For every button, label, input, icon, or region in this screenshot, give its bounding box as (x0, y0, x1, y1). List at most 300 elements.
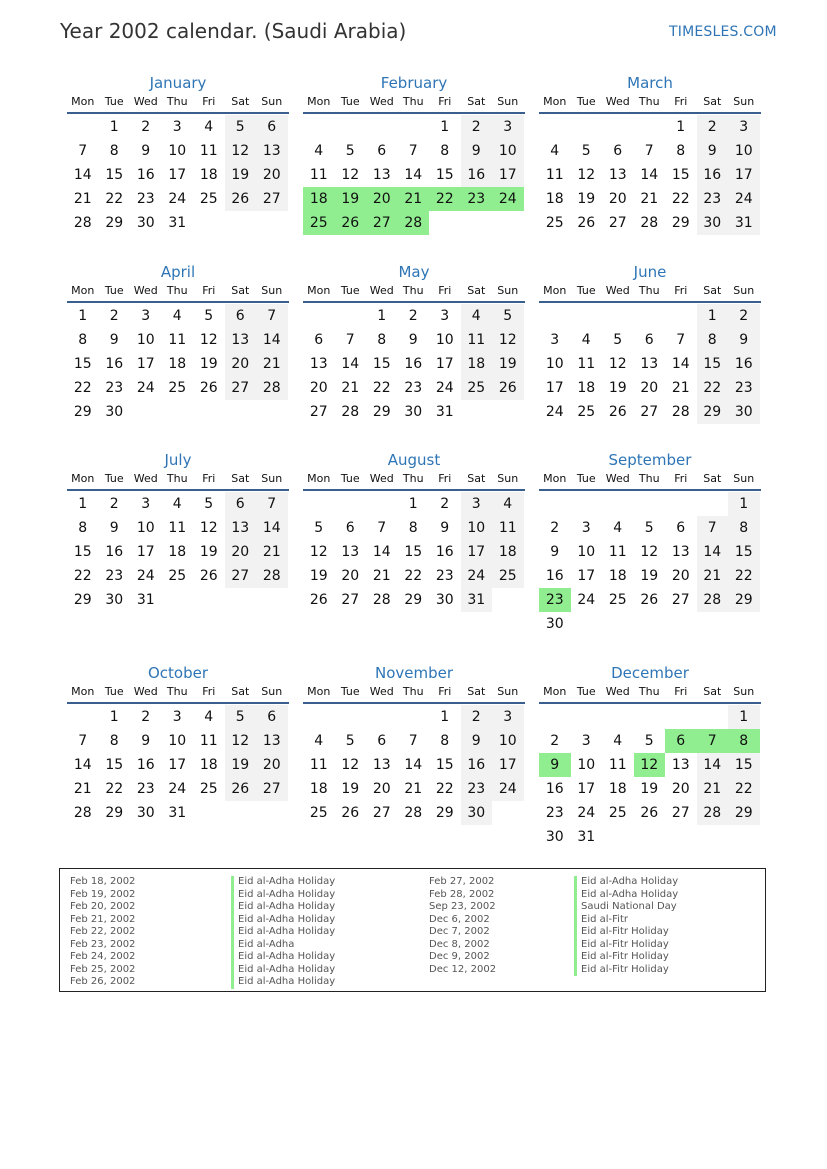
day-cell: 25 (492, 564, 524, 588)
header-divider (67, 489, 289, 491)
day-cell: 3 (492, 115, 524, 139)
day-cell: 4 (550, 143, 560, 159)
day-grid (539, 492, 761, 636)
legend-holiday-name: Eid al-Adha Holiday (231, 901, 335, 914)
day-cell: 24 (577, 592, 596, 608)
day-cell: 7 (408, 143, 418, 159)
day-cell: 16 (697, 163, 729, 187)
day-cell: 29 (728, 588, 760, 612)
holiday-day-cell: 9 (539, 753, 571, 777)
day-cell: 19 (577, 191, 596, 207)
empty-cell (398, 115, 430, 139)
empty-cell (193, 588, 225, 612)
day-cell: 2 (550, 520, 560, 536)
day-cell: 1 (728, 705, 760, 729)
day-cell: 18 (608, 781, 627, 797)
day-cell: 10 (168, 143, 187, 159)
empty-cell (162, 400, 194, 424)
empty-cell (571, 304, 603, 328)
weekday-label: Tue (340, 472, 360, 485)
header-divider (303, 301, 525, 303)
day-cell: 21 (372, 568, 391, 584)
day-cell: 7 (78, 143, 88, 159)
day-cell: 1 (377, 308, 387, 324)
day-cell: 8 (109, 733, 119, 749)
day-cell: 2 (461, 705, 493, 729)
day-cell: 14 (640, 167, 659, 183)
day-cell: 15 (105, 757, 124, 773)
day-cell: 19 (309, 568, 328, 584)
day-cell: 14 (697, 753, 729, 777)
header-divider (539, 112, 761, 114)
legend-date: Feb 19, 2002 (70, 888, 136, 900)
day-cell: 21 (697, 777, 729, 801)
day-cell: 11 (309, 167, 328, 183)
day-cell: 30 (136, 805, 155, 821)
day-cell: 5 (581, 143, 591, 159)
day-cell: 16 (105, 544, 124, 560)
legend-date: Dec 12, 2002 (429, 963, 497, 975)
weekday-header (539, 685, 761, 699)
day-cell: 26 (577, 215, 596, 231)
day-cell: 21 (640, 191, 659, 207)
empty-cell (539, 304, 571, 328)
day-cell: 17 (136, 544, 155, 560)
month-july (67, 449, 289, 612)
weekday-label: Sun (497, 284, 519, 297)
day-cell: 19 (225, 753, 257, 777)
day-cell: 10 (492, 729, 524, 753)
empty-cell (256, 588, 288, 612)
month-name: December (611, 664, 689, 682)
day-cell: 23 (136, 781, 155, 797)
day-cell: 30 (404, 404, 423, 420)
empty-cell (225, 400, 257, 424)
day-cell: 11 (199, 733, 218, 749)
day-cell: 6 (256, 115, 288, 139)
day-cell: 3 (172, 119, 182, 135)
day-cell: 23 (435, 568, 454, 584)
day-cell: 30 (697, 211, 729, 235)
month-name: June (633, 263, 667, 281)
day-cell: 21 (341, 380, 360, 396)
day-cell: 25 (199, 191, 218, 207)
weekday-label: Tue (576, 472, 596, 485)
weekday-label: Fri (202, 284, 216, 297)
day-cell: 17 (545, 380, 564, 396)
weekday-label: Tue (340, 95, 360, 108)
day-cell: 4 (461, 304, 493, 328)
day-cell: 13 (225, 516, 257, 540)
day-cell: 25 (309, 805, 328, 821)
day-cell: 11 (199, 143, 218, 159)
day-cell: 17 (728, 163, 760, 187)
day-cell: 20 (341, 568, 360, 584)
day-cell: 19 (640, 568, 659, 584)
day-cell: 21 (404, 781, 423, 797)
empty-cell (366, 705, 398, 729)
weekday-label: Sat (703, 95, 722, 108)
weekday-label: Wed (133, 284, 158, 297)
day-cell: 27 (341, 592, 360, 608)
day-cell: 14 (671, 356, 690, 372)
day-cell: 25 (545, 215, 564, 231)
empty-cell (366, 115, 398, 139)
day-cell: 28 (640, 215, 659, 231)
day-cell: 29 (105, 215, 124, 231)
day-cell: 1 (728, 492, 760, 516)
day-cell: 25 (199, 781, 218, 797)
weekday-label: Wed (133, 95, 158, 108)
brand-link[interactable]: TIMESLES.COM (669, 24, 777, 40)
holiday-day-cell: 7 (697, 729, 729, 753)
day-cell: 28 (256, 376, 288, 400)
empty-cell (335, 115, 367, 139)
day-cell: 28 (73, 805, 92, 821)
day-cell: 3 (581, 520, 591, 536)
weekday-header (539, 95, 761, 109)
empty-cell (256, 801, 288, 825)
weekday-label: Sat (231, 685, 250, 698)
day-cell: 17 (492, 753, 524, 777)
day-cell: 22 (73, 380, 92, 396)
empty-cell (697, 492, 729, 516)
weekday-header (303, 284, 525, 298)
day-cell: 4 (204, 119, 214, 135)
day-cell: 8 (676, 143, 686, 159)
header-divider (539, 489, 761, 491)
day-cell: 12 (640, 544, 659, 560)
weekday-label: Tue (576, 284, 596, 297)
legend-date: Feb 25, 2002 (70, 963, 136, 975)
empty-cell (665, 705, 697, 729)
day-cell: 26 (640, 592, 659, 608)
day-cell: 26 (341, 805, 360, 821)
day-cell: 1 (408, 496, 418, 512)
weekday-label: Fri (438, 95, 452, 108)
day-cell: 1 (676, 119, 686, 135)
weekday-label: Sat (231, 284, 250, 297)
weekday-label: Mon (307, 685, 331, 698)
empty-cell (461, 400, 493, 424)
day-cell: 9 (408, 332, 418, 348)
month-june (539, 261, 761, 424)
empty-cell (492, 211, 524, 235)
day-cell: 2 (697, 115, 729, 139)
day-cell: 12 (309, 544, 328, 560)
weekday-header (67, 472, 289, 486)
empty-cell (697, 705, 729, 729)
day-cell: 7 (644, 143, 654, 159)
day-cell: 22 (728, 564, 760, 588)
empty-cell (162, 588, 194, 612)
header-divider (539, 702, 761, 704)
day-cell: 5 (204, 308, 214, 324)
day-cell: 10 (435, 332, 454, 348)
weekday-header (67, 685, 289, 699)
day-cell: 13 (671, 757, 690, 773)
day-cell: 20 (640, 380, 659, 396)
day-cell: 21 (256, 540, 288, 564)
day-cell: 7 (676, 332, 686, 348)
day-cell: 10 (728, 139, 760, 163)
weekday-label: Wed (605, 685, 630, 698)
day-cell: 22 (372, 380, 391, 396)
empty-cell (335, 492, 367, 516)
empty-cell (303, 304, 335, 328)
day-cell: 13 (225, 328, 257, 352)
weekday-label: Mon (543, 472, 567, 485)
day-cell: 30 (545, 616, 564, 632)
day-cell: 25 (168, 380, 187, 396)
day-cell: 5 (644, 733, 654, 749)
empty-cell (225, 211, 257, 235)
day-cell: 13 (671, 544, 690, 560)
empty-cell (665, 304, 697, 328)
day-cell: 6 (377, 143, 387, 159)
month-november (303, 662, 525, 825)
day-grid (67, 304, 289, 424)
day-cell: 11 (461, 328, 493, 352)
day-cell: 1 (109, 119, 119, 135)
day-cell: 14 (404, 167, 423, 183)
day-grid (303, 304, 525, 424)
empty-cell (571, 612, 603, 636)
day-cell: 16 (105, 356, 124, 372)
weekday-label: Sun (261, 685, 283, 698)
empty-cell (429, 211, 461, 235)
day-cell: 3 (492, 705, 524, 729)
day-cell: 15 (728, 540, 760, 564)
weekday-label: Thu (638, 284, 660, 297)
weekday-label: Tue (576, 95, 596, 108)
day-cell: 22 (404, 568, 423, 584)
weekday-label: Fri (674, 95, 688, 108)
header-divider (303, 489, 525, 491)
weekday-label: Mon (543, 685, 567, 698)
empty-cell (602, 304, 634, 328)
day-cell: 9 (697, 139, 729, 163)
day-cell: 30 (136, 215, 155, 231)
day-grid (539, 115, 761, 235)
weekday-label: Mon (71, 284, 95, 297)
day-cell: 2 (550, 733, 560, 749)
day-cell: 14 (372, 544, 391, 560)
legend-holiday-name: Eid al-Adha Holiday (231, 876, 335, 889)
day-cell: 29 (697, 400, 729, 424)
weekday-label: Fri (202, 95, 216, 108)
weekday-label: Sat (703, 284, 722, 297)
day-cell: 6 (225, 492, 257, 516)
month-march (539, 72, 761, 235)
day-cell: 3 (141, 496, 151, 512)
day-cell: 8 (78, 332, 88, 348)
day-cell: 20 (671, 781, 690, 797)
day-cell: 9 (550, 544, 560, 560)
day-cell: 10 (461, 516, 493, 540)
day-cell: 8 (728, 516, 760, 540)
day-cell: 9 (109, 520, 119, 536)
day-cell: 11 (492, 516, 524, 540)
weekday-label: Fri (674, 284, 688, 297)
day-cell: 2 (109, 308, 119, 324)
day-cell: 23 (404, 380, 423, 396)
weekday-label: Mon (307, 284, 331, 297)
day-cell: 28 (697, 801, 729, 825)
day-cell: 15 (435, 757, 454, 773)
day-cell: 31 (435, 404, 454, 420)
day-cell: 22 (697, 376, 729, 400)
day-cell: 27 (608, 215, 627, 231)
day-cell: 9 (461, 729, 493, 753)
day-cell: 6 (676, 520, 686, 536)
month-september (539, 449, 761, 636)
legend-holiday-name: Eid al-Adha Holiday (231, 914, 335, 927)
day-cell: 5 (225, 705, 257, 729)
day-cell: 9 (109, 332, 119, 348)
day-cell: 1 (78, 496, 88, 512)
month-name: October (147, 664, 209, 682)
weekday-header (539, 472, 761, 486)
day-cell: 30 (435, 592, 454, 608)
legend-holiday-name: Eid al-Fitr (574, 914, 678, 927)
day-cell: 13 (608, 167, 627, 183)
weekday-label: Sun (733, 472, 755, 485)
legend-holiday-name: Eid al-Adha Holiday (231, 889, 335, 902)
day-cell: 11 (309, 757, 328, 773)
day-cell: 4 (172, 308, 182, 324)
holiday-day-cell: 23 (539, 588, 571, 612)
empty-cell (634, 115, 666, 139)
holiday-day-cell: 27 (366, 211, 398, 235)
day-cell: 9 (141, 733, 151, 749)
day-cell: 19 (492, 352, 524, 376)
empty-cell (665, 825, 697, 849)
day-cell: 12 (577, 167, 596, 183)
header-divider (539, 301, 761, 303)
day-grid (67, 492, 289, 612)
day-cell: 17 (461, 540, 493, 564)
day-cell: 16 (404, 356, 423, 372)
day-cell: 19 (608, 380, 627, 396)
day-cell: 2 (461, 115, 493, 139)
month-august (303, 449, 525, 612)
weekday-label: Wed (133, 472, 158, 485)
day-cell: 3 (728, 115, 760, 139)
weekday-label: Sun (261, 472, 283, 485)
day-cell: 18 (545, 191, 564, 207)
weekday-label: Fri (674, 685, 688, 698)
weekday-label: Sat (467, 284, 486, 297)
day-cell: 21 (73, 191, 92, 207)
weekday-label: Thu (402, 284, 424, 297)
empty-cell (539, 492, 571, 516)
day-cell: 5 (492, 304, 524, 328)
day-cell: 20 (225, 352, 257, 376)
weekday-label: Sat (467, 685, 486, 698)
empty-cell (492, 801, 524, 825)
day-cell: 28 (256, 564, 288, 588)
month-february (303, 72, 525, 235)
day-cell: 31 (728, 211, 760, 235)
weekday-label: Mon (307, 95, 331, 108)
day-cell: 10 (492, 139, 524, 163)
day-cell: 30 (545, 829, 564, 845)
day-cell: 15 (73, 356, 92, 372)
day-cell: 11 (608, 757, 627, 773)
day-cell: 16 (545, 781, 564, 797)
day-cell: 2 (408, 308, 418, 324)
weekday-label: Thu (638, 685, 660, 698)
day-cell: 17 (492, 163, 524, 187)
empty-cell (193, 801, 225, 825)
day-cell: 17 (435, 356, 454, 372)
day-grid (67, 115, 289, 235)
empty-cell (193, 400, 225, 424)
empty-cell (571, 705, 603, 729)
day-cell: 17 (577, 781, 596, 797)
holiday-day-cell: 8 (728, 729, 760, 753)
day-grid (539, 304, 761, 424)
day-cell: 21 (73, 781, 92, 797)
legend-holiday-name: Eid al-Adha Holiday (231, 926, 335, 939)
weekday-label: Thu (166, 685, 188, 698)
day-cell: 8 (697, 328, 729, 352)
day-cell: 7 (345, 332, 355, 348)
weekday-header (303, 95, 525, 109)
day-cell: 16 (435, 544, 454, 560)
day-cell: 20 (225, 540, 257, 564)
day-cell: 16 (136, 167, 155, 183)
empty-cell (728, 825, 760, 849)
day-cell: 31 (168, 215, 187, 231)
empty-cell (225, 588, 257, 612)
weekday-label: Thu (166, 472, 188, 485)
weekday-label: Sun (497, 95, 519, 108)
legend-holiday-name: Eid al-Fitr Holiday (574, 964, 678, 977)
empty-cell (256, 400, 288, 424)
day-grid (67, 705, 289, 825)
weekday-label: Sat (467, 95, 486, 108)
day-cell: 26 (608, 404, 627, 420)
day-cell: 31 (136, 592, 155, 608)
day-cell: 15 (435, 167, 454, 183)
weekday-label: Sun (497, 685, 519, 698)
day-cell: 4 (314, 143, 324, 159)
weekday-header (303, 685, 525, 699)
day-cell: 4 (492, 492, 524, 516)
holiday-day-cell: 22 (429, 187, 461, 211)
weekday-label: Sat (703, 685, 722, 698)
day-cell: 8 (440, 143, 450, 159)
day-cell: 1 (78, 308, 88, 324)
day-cell: 14 (256, 328, 288, 352)
day-cell: 24 (728, 187, 760, 211)
holiday-legend (59, 868, 766, 992)
day-cell: 3 (440, 308, 450, 324)
weekday-label: Tue (104, 685, 124, 698)
day-cell: 26 (225, 187, 257, 211)
legend-holiday-name: Eid al-Fitr Holiday (574, 951, 678, 964)
day-cell: 15 (372, 356, 391, 372)
day-cell: 29 (105, 805, 124, 821)
empty-cell (492, 400, 524, 424)
day-cell: 24 (545, 404, 564, 420)
day-cell: 2 (728, 304, 760, 328)
weekday-label: Mon (71, 95, 95, 108)
empty-cell (67, 705, 99, 729)
day-cell: 28 (341, 404, 360, 420)
